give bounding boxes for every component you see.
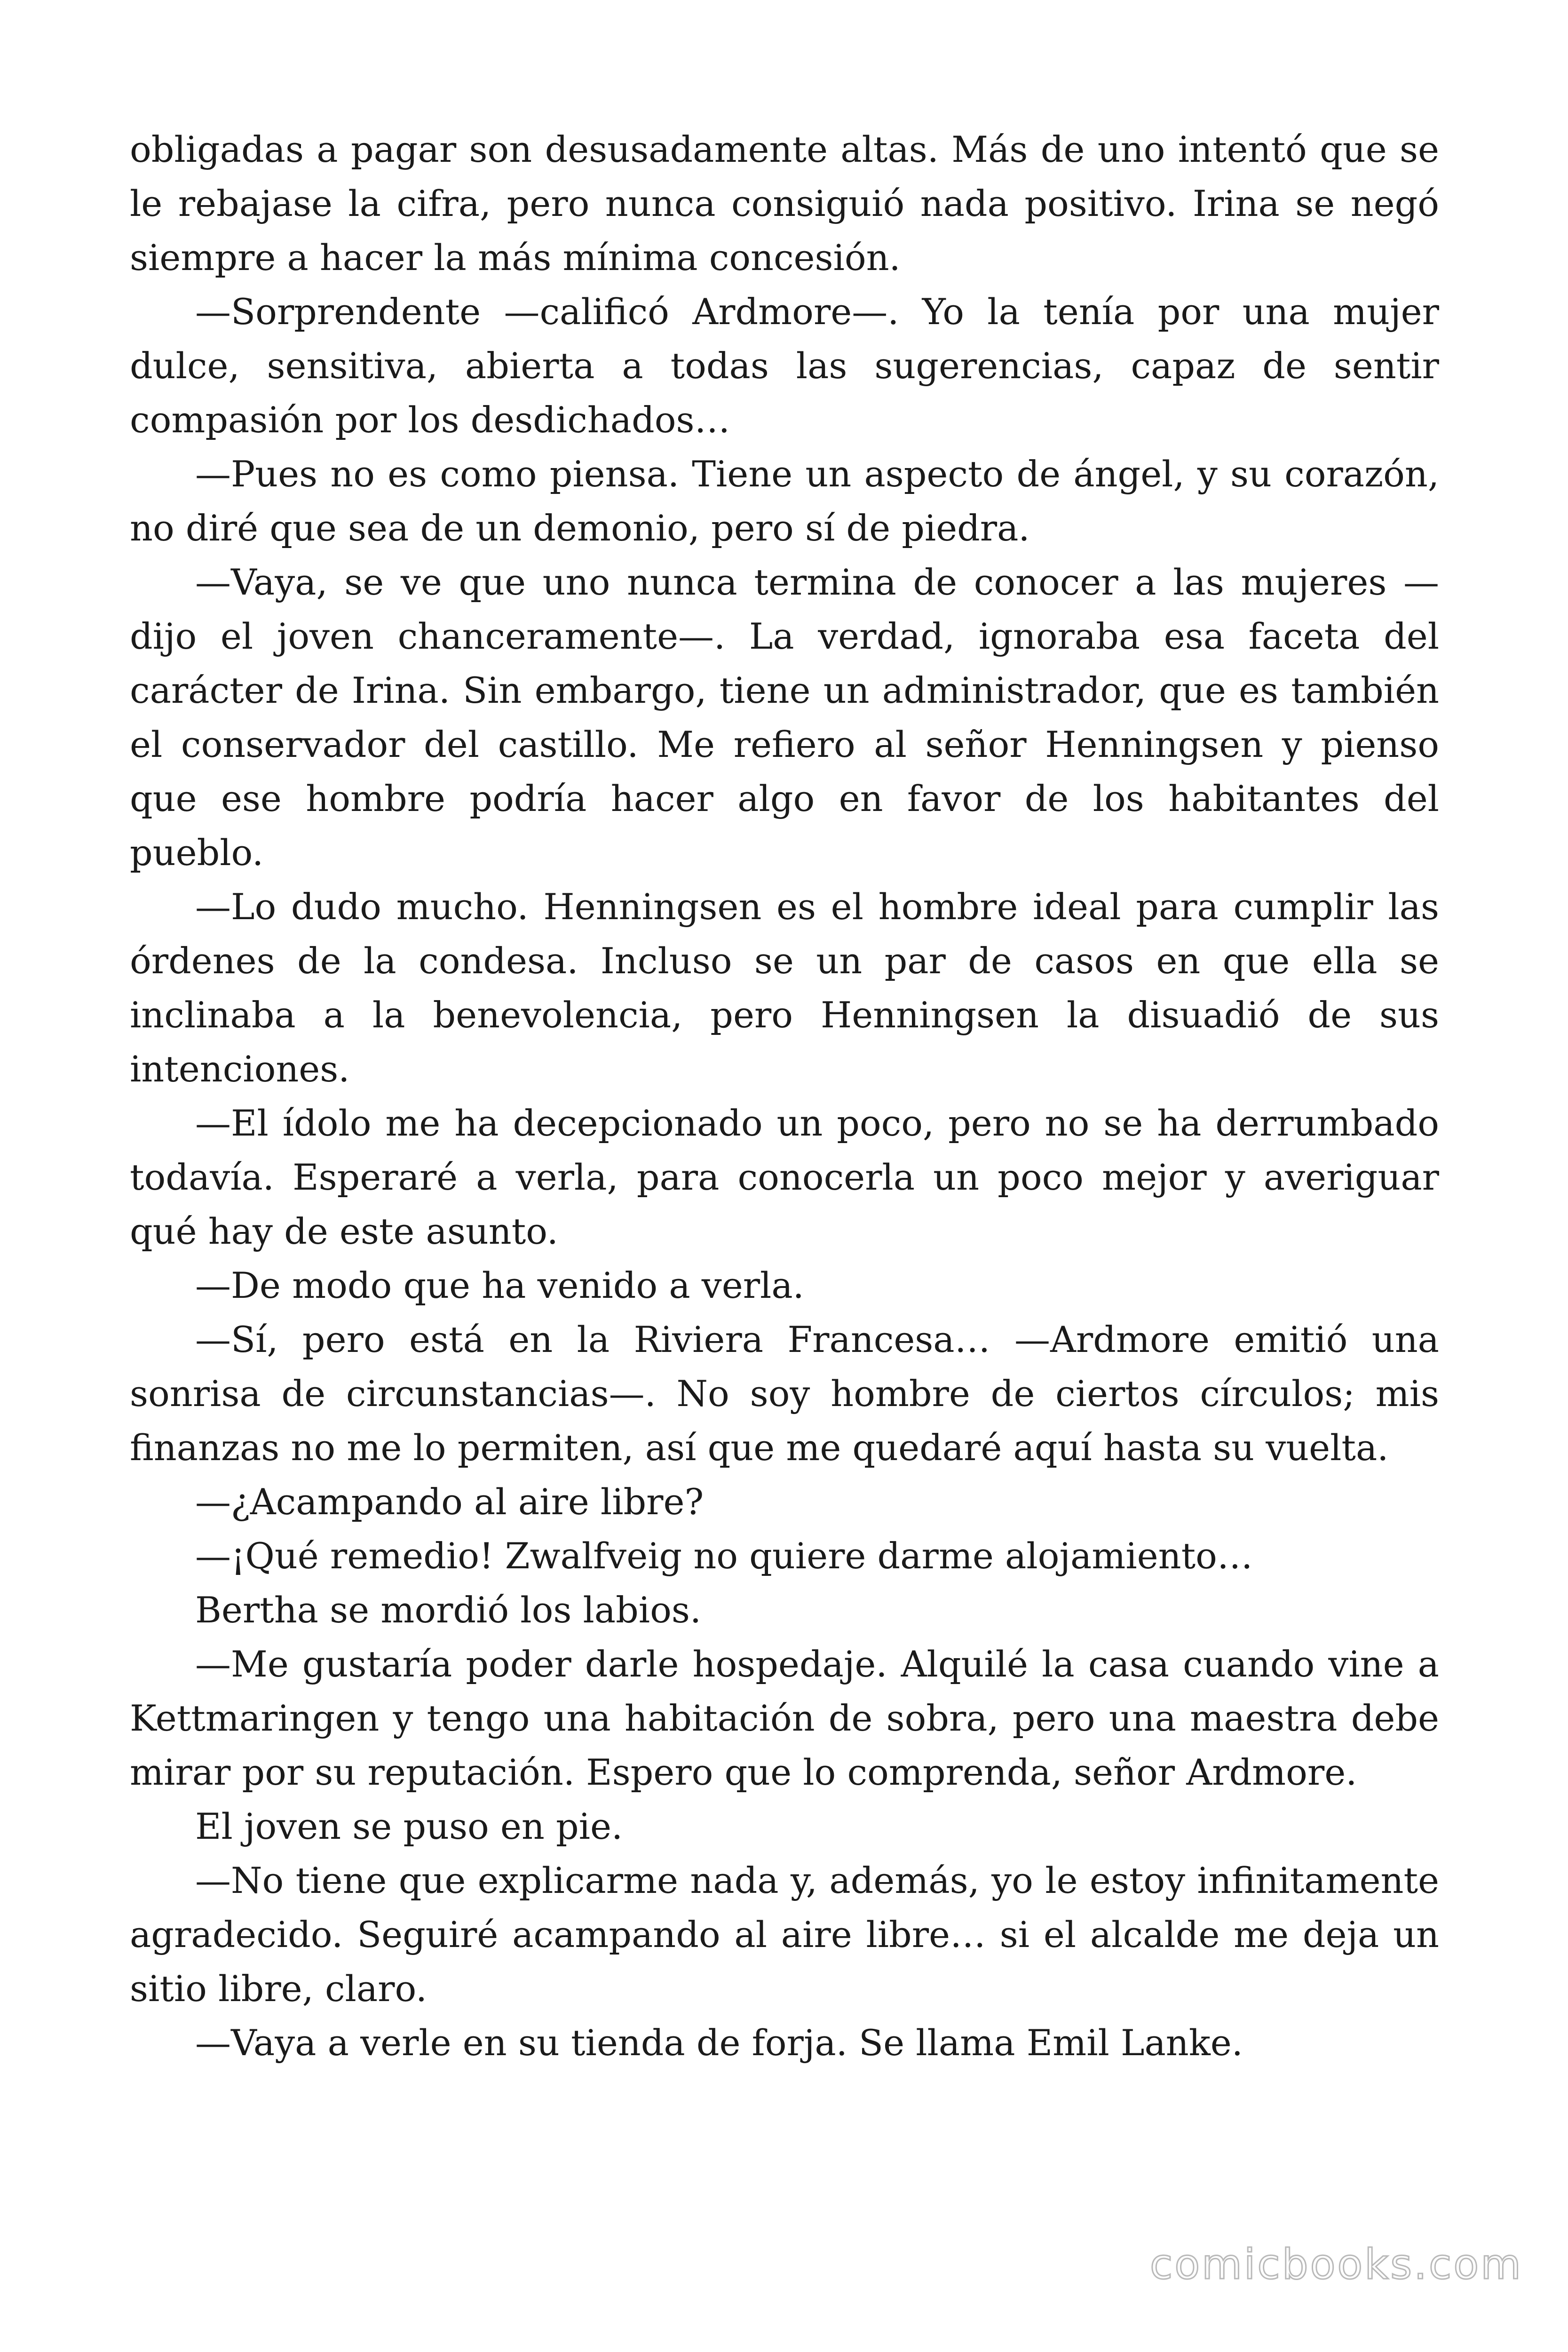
paragraph-5: —Lo dudo mucho. Henningsen es el hombre ideal para cumplir las órdenes de la condesa. Incluso se un par de casos en que ella se inclinaba a la benevolencia, pero Henningsen la disuadió de sus intenciones. — [130, 886, 1439, 1090]
page-text — [130, 122, 1439, 2070]
paragraph-11: Bertha se mordió los labios. — [195, 1589, 701, 1631]
paragraph-1: obligadas a pagar son desusadamente altas. Más de uno intentó que se le rebajase la cifra, pero nunca consiguió nada positivo. Irina se negó siempre a hacer la más mínima concesión. — [130, 128, 1439, 278]
paragraph-9: —¿Acampando al aire libre? — [195, 1481, 704, 1523]
paragraph-13: El joven se puso en pie. — [195, 1805, 623, 1847]
watermark: comicbooks.com — [1149, 2240, 1523, 2288]
paragraph-14: —No tiene que explicarme nada y, además, yo le estoy infinitamente agradecido. Seguiré acampando al aire libre… si el alcalde me deja un sitio libre, claro. — [130, 1859, 1439, 2010]
paragraph-8: —Sí, pero está en la Riviera Francesa… —Ardmore emitió una sonrisa de circunstancias—. No soy hombre de ciertos círculos; mis finanzas no me lo permiten, así que me quedaré aquí hasta su vuelta. — [130, 1319, 1439, 1469]
paragraph-15: —Vaya a verle en su tienda de forja. Se llama Emil Lanke. — [195, 2022, 1243, 2064]
paragraph-2: —Sorprendente —calificó Ardmore—. Yo la tenía por una mujer dulce, sensitiva, abierta a todas las sugerencias, capaz de sentir compasión por los desdichados… — [130, 291, 1439, 441]
paragraph-10: —¡Qué remedio! Zwalfveig no quiere darme alojamiento… — [195, 1535, 1253, 1577]
paragraph-7: —De modo que ha venido a verla. — [195, 1264, 804, 1306]
paragraph-6: —El ídolo me ha decepcionado un poco, pero no se ha derrumbado todavía. Esperaré a verla, para conocerla un poco mejor y averiguar qué hay de este asunto. — [130, 1102, 1439, 1252]
paragraph-12: —Me gustaría poder darle hospedaje. Alquilé la casa cuando vine a Kettmaringen y tengo una habitación de sobra, pero una maestra debe mirar por su reputación. Espero que lo comprenda, señor Ardmore. — [130, 1643, 1439, 1793]
paragraph-4: —Vaya, se ve que uno nunca termina de conocer a las mujeres —dijo el joven chanceramente—. La verdad, ignoraba esa faceta del carácter de Irina. Sin embargo, tiene un administrador, que es también el conservador del castillo. Me refiero al señor Henningsen y pienso que ese hombre podría hacer algo en favor de los habitantes del pueblo. — [130, 561, 1439, 874]
paragraph-3: —Pues no es como piensa. Tiene un aspecto de ángel, y su corazón, no diré que sea de un demonio, pero sí de piedra. — [130, 453, 1439, 549]
